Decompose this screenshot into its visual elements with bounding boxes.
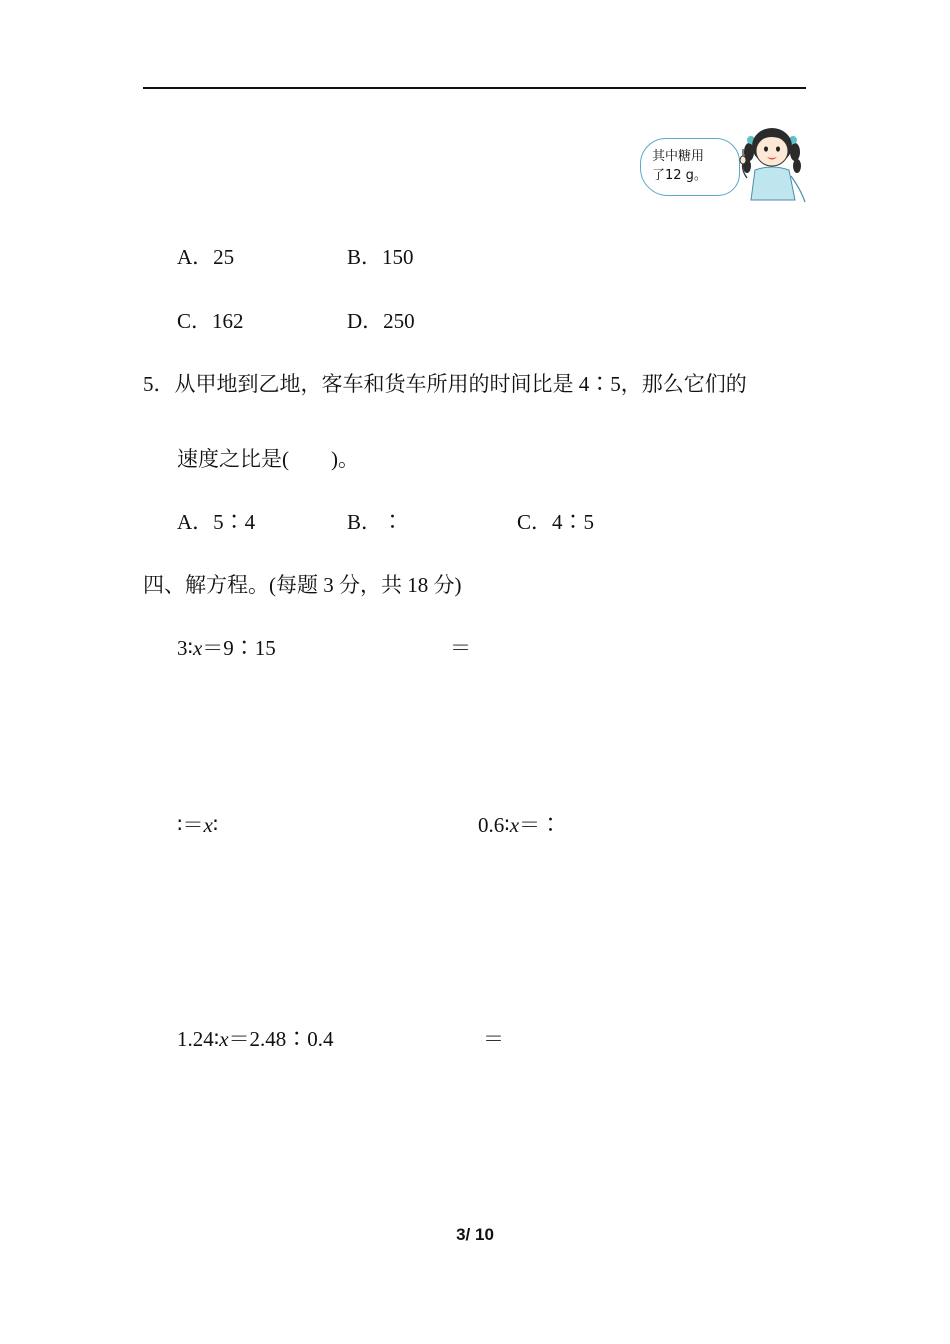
equation-4 [478,812,561,838]
speech-line-1: 其中糖用 [652,149,705,164]
equation-2: ＝ [450,636,471,660]
speech-bubble [640,138,740,196]
header-rule [143,87,806,89]
equation-4-variable: x [509,813,520,837]
q4-option-d: D．250 [347,309,415,333]
equation-3-variable: x [203,813,213,837]
speech-line-2: 了12 g。 [652,168,707,183]
q5-stem-line-1: 5．从甲地到乙地，客车和货车所用的时间比是 4∶5，那么它们的 [143,372,747,396]
equation-1-right: ＝9∶15 [202,636,276,660]
page-number: 3/ 10 [456,1225,494,1244]
girl-illustration-icon [733,118,811,206]
equation-3-right: ∶ [212,813,219,837]
equation-1-variable: x [192,636,203,660]
q4-option-b: B．150 [347,245,414,269]
equation-4-left: 0.6∶ [478,813,510,837]
equation-1 [177,635,276,661]
section-4-heading: 四、解方程。(每题 3 分，共 18 分) [143,573,462,597]
equation-3-left: ∶＝ [177,813,204,837]
q4-option-c: C．162 [177,309,244,333]
q5-option-a: A．5∶4 [177,510,256,534]
equation-5 [177,1026,334,1052]
q5-option-c: C．4∶5 [517,510,595,534]
equation-5-variable: x [219,1027,229,1051]
equation-1-left: 3∶ [177,636,193,660]
equation-5-left: 1.24∶ [177,1027,220,1051]
equation-6: ＝ [483,1027,504,1051]
equation-5-right: ＝2.48∶0.4 [228,1027,334,1051]
q5-stem-line-2: 速度之比是( )。 [177,447,359,471]
equation-3 [177,812,218,838]
equation-4-right: ＝∶ [519,813,562,837]
q5-option-b: B．∶ [347,510,404,534]
q4-option-a: A．25 [177,245,235,269]
